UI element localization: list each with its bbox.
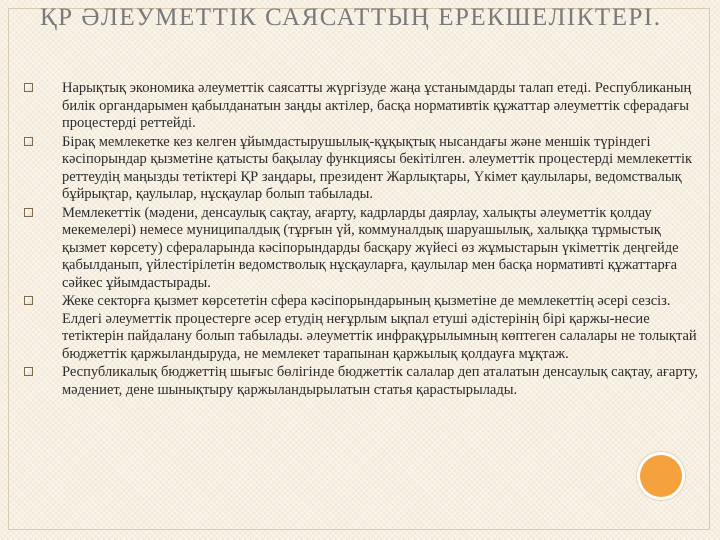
bullet-item [22, 205, 702, 293]
bullet-item [22, 134, 702, 204]
square-bullet-icon [24, 367, 33, 376]
square-bullet-icon [24, 296, 33, 305]
decorative-orange-circle [640, 455, 682, 497]
bullet-item [22, 293, 702, 363]
bullet-list [22, 80, 702, 399]
bullet-item [22, 80, 702, 133]
slide-title: ҚР ӘЛЕУМЕТТІК САЯСАТТЫҢ ЕРЕКШЕЛІКТЕРІ. [40, 4, 662, 31]
bullet-text: Жеке секторға қызмет көрсететін сфера кәсіпорындарының қызметіне де мемлекеттің әсері сезсіз. Елдегі әлеуметтік процестерге әсер етудің неғұрлым ықпал етуші әдістерінің бірі қаржы-несие тетіктерін пайдалану болып табылады. әлеуметтік инфрақұрылымның көптеген салалары не толықтай бюджеттік қаржыландыруда, не мемлекет тарапынан қаржылық қолдауға мұқтаж. [62, 293, 697, 362]
bullet-text: Нарықтық экономика әлеуметтік саясатты жүргізуде жаңа ұстанымдарды талап етеді. Республиканың билік органдарымен қабылданатын заңды актілер, басқа нормативтік құжаттар әлеуметтік сферадағы процестерді реттейді. [62, 80, 692, 131]
bullet-text: Республикалық бюджеттің шығыс бөлігінде бюджеттік салалар деп аталатын денсаулық сақтау, ағарту, мәдениет, дене шынықтыру қаржыландырылатын статья қарастырылады. [62, 364, 698, 398]
square-bullet-icon [24, 83, 33, 92]
bullet-text: Бірақ мемлекетке кез келген ұйымдастырушылық-құқықтық нысандағы және меншік түріндегі кәсіпорындар қызметіне қатысты бақылау функциясы бекітілген. әлеуметтік процестерді мемлекеттік реттеудің маңызды тетіктері ҚР заңдары, президент Жарлықтары, Үкімет қаулылары, ведомствалық бұйрықтар, қаулылар, нұсқаулар болып табылады. [62, 133, 693, 202]
bullet-item [22, 364, 702, 399]
bullet-text: Мемлекеттік (мәдени, денсаулық сақтау, ағарту, кадрларды даярлау, халықты әлеуметтік қолдау мекемелері) немесе муниципалдық (тұрғын үй, коммуналдық шаруашылық, халыққа тұрмыстық қызмет көрсету) сфераларында кәсіпорындарды басқару жүйесі өз жұмыстарын үкіметтік деңгейде қабылданып, үйлестірілетін ведомстволық нұсқауларға, қаулылар мен басқа нормативті құжаттарға сәйкес ұйымдастырады. [62, 204, 679, 291]
square-bullet-icon [24, 208, 33, 217]
square-bullet-icon [24, 137, 33, 146]
